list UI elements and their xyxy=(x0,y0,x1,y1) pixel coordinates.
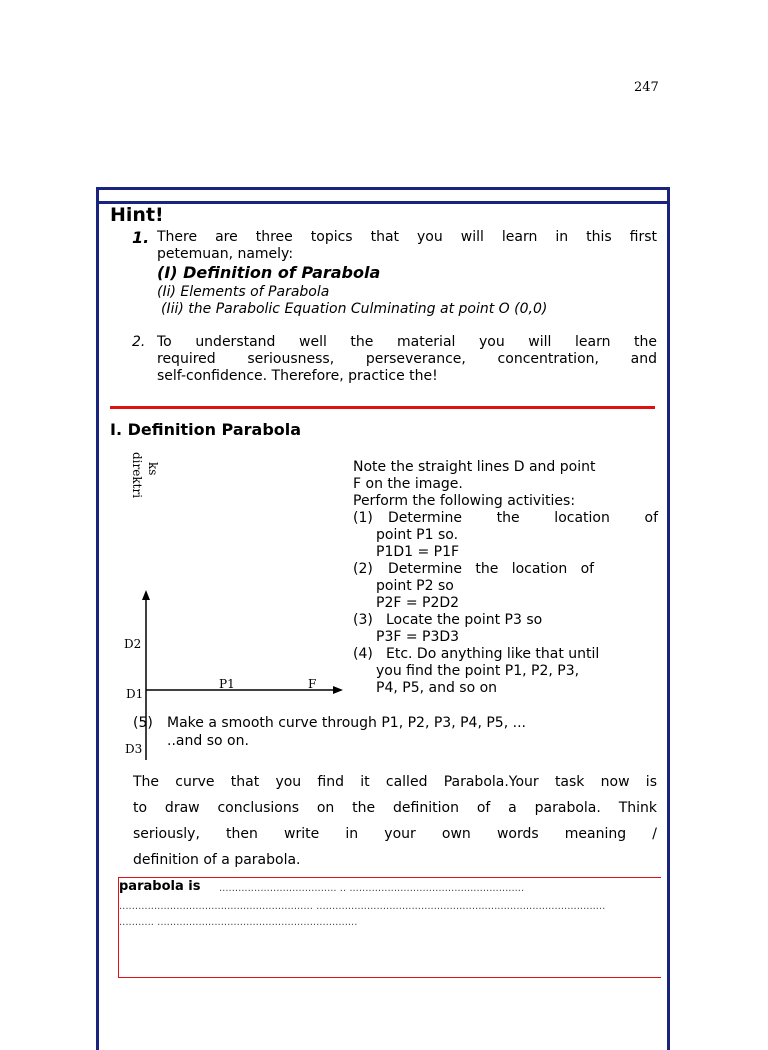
activity-2-line-2: point P2 so xyxy=(376,578,454,594)
activity-5-line-2: ..and so on. xyxy=(167,733,249,749)
activity-4-line-1: Etc. Do anything like that until xyxy=(386,646,600,662)
activity-4-number: (4) xyxy=(353,646,373,662)
conclusion-line-1: The curve that you find it called Parabola.Your task now is xyxy=(133,774,657,790)
hint-item-2-line-1: To understand well the material you will learn the xyxy=(157,334,657,350)
axis-arrowhead xyxy=(333,686,343,694)
direktriks-label-1: direktri xyxy=(130,452,144,499)
activity-2-line-1: Determine the location of xyxy=(388,561,595,577)
activity-1-line-1: Determine the location of xyxy=(388,510,658,526)
conclusion-line-3: seriously, then write in your own words meaning / xyxy=(133,826,657,842)
activity-4-line-3: P4, P5, and so on xyxy=(376,680,498,696)
hint-item-1-number: 1. xyxy=(132,228,150,247)
label-d3: D3 xyxy=(125,742,143,756)
activity-3-line-2: P3F = P3D3 xyxy=(376,629,460,645)
activity-4-line-2: you find the point P1, P2, P3, xyxy=(376,663,580,679)
activity-intro-2: F on the image. xyxy=(353,476,463,492)
activity-5-line-1: Make a smooth curve through P1, P2, P3, P4, P5, ... xyxy=(167,715,526,731)
hint-item-1-line-1: There are three topics that you will learn in this first xyxy=(157,229,657,245)
topic-1: (I) Definition of Parabola xyxy=(157,263,381,282)
answer-dots-2: ............................................................. ........................................................................................... xyxy=(119,901,606,912)
label-d2: D2 xyxy=(124,637,142,651)
conclusion-line-4: definition of a parabola. xyxy=(133,852,301,868)
activity-1-line-2: point P1 so. xyxy=(376,527,459,543)
frame-top-divider xyxy=(96,201,670,204)
label-p1: P1 xyxy=(219,677,235,691)
direktriks-label-2: ks xyxy=(146,462,160,476)
activity-3-number: (3) xyxy=(353,612,373,628)
page-number: 247 xyxy=(634,80,659,95)
section-title: I. Definition Parabola xyxy=(110,420,302,439)
activity-2-number: (2) xyxy=(353,561,373,577)
hint-item-2-line-3: self-confidence. Therefore, practice the! xyxy=(157,368,438,384)
activity-2-line-3: P2F = P2D2 xyxy=(376,595,460,611)
activity-3-line-1: Locate the point P3 so xyxy=(386,612,543,628)
hint-item-2-number: 2. xyxy=(132,334,146,350)
hint-item-1-line-2: petemuan, namely: xyxy=(157,246,294,262)
answer-dots-3: ........... ............................................................... xyxy=(119,917,358,928)
conclusion-line-2: to draw conclusions on the definition of a parabola. Think xyxy=(133,800,657,816)
activity-1-number: (1) xyxy=(353,510,373,526)
topic-2: (Ii) Elements of Parabola xyxy=(157,284,330,300)
activity-intro-3: Perform the following activities: xyxy=(353,493,576,509)
hint-item-2-line-2: required seriousness, perseverance, concentration, and xyxy=(157,351,657,367)
label-d1: D1 xyxy=(126,687,144,701)
topic-3: (Iii) the Parabolic Equation Culminating at point O (0,0) xyxy=(161,301,548,317)
activity-5-number: (5) xyxy=(133,715,153,731)
directrix-arrowhead xyxy=(142,590,150,600)
answer-label: parabola is xyxy=(119,879,201,894)
activity-1-line-3: P1D1 = P1F xyxy=(376,544,460,560)
answer-dots-1: ..................................... .. ....................................................... xyxy=(219,883,525,894)
hint-title: Hint! xyxy=(110,204,164,226)
activity-intro-1: Note the straight lines D and point xyxy=(353,459,596,475)
label-f: F xyxy=(308,677,317,691)
red-divider xyxy=(110,406,655,409)
